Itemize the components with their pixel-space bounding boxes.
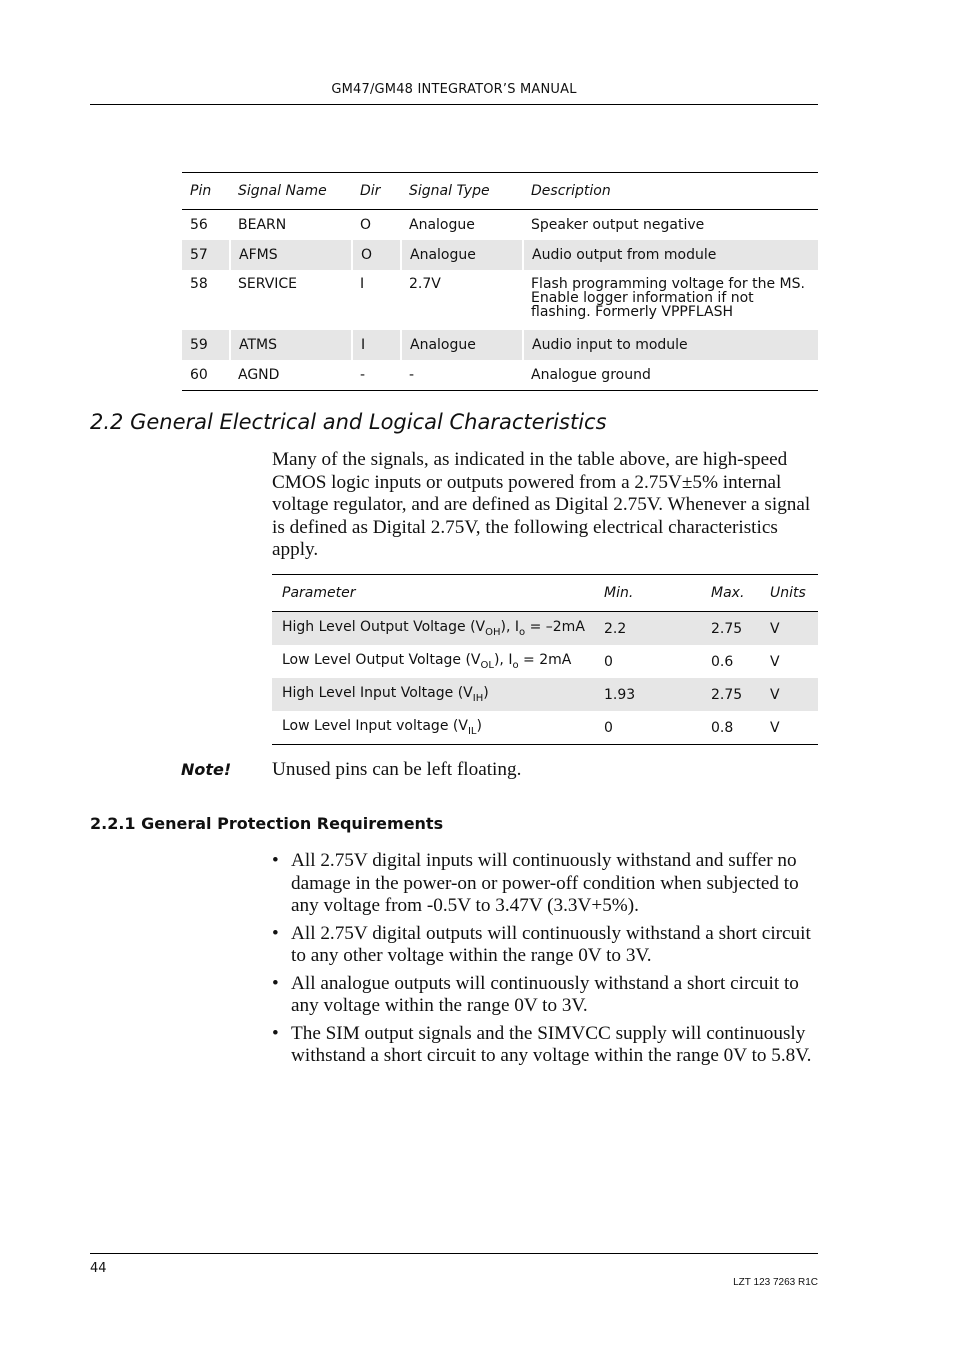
column-header-units: Units <box>760 575 818 612</box>
pin-cell: 59 <box>182 330 230 360</box>
running-header: GM47/GM48 INTEGRATOR’S MANUAL <box>331 82 577 97</box>
list-item-text: All 2.75V digital inputs will continuously withstand and suffer no damage in the power-on or power-off condition when subjected to any voltage from -0.5V to 3.47V (3.3V+5%). <box>291 850 799 916</box>
pin-cell: 58 <box>190 276 208 292</box>
parameter-text: ), I <box>500 619 520 636</box>
description-line: Enable logger information if not <box>531 290 754 306</box>
dir-cell: O <box>352 240 401 270</box>
table-row <box>272 612 818 646</box>
description-cell: Audio input to module <box>523 330 818 360</box>
list-item <box>272 850 824 918</box>
list-item <box>272 1023 824 1068</box>
column-header-parameter: Parameter <box>272 575 594 612</box>
parameter-text: Low Level Input voltage (V <box>282 718 468 735</box>
units-cell: V <box>760 678 818 711</box>
note-text: Unused pins can be left floating. <box>272 759 522 780</box>
parameter-cell <box>272 678 594 711</box>
table-row <box>182 240 818 270</box>
subsection-title: 2.2.1 General Protection Requirements <box>90 814 444 833</box>
dir-cell: I <box>352 330 401 360</box>
subscript: OL <box>480 659 494 671</box>
signal-type-cell: 2.7V <box>409 276 441 292</box>
table-row <box>272 678 818 711</box>
signal-name-cell: SERVICE <box>238 276 298 292</box>
table-row <box>182 360 818 391</box>
document-code: LZT 123 7263 R1C <box>733 1277 818 1288</box>
bullet-icon: • <box>272 1022 279 1044</box>
parameter-cell <box>272 711 594 745</box>
signal-name-cell: ATMS <box>230 330 352 360</box>
subscript: IH <box>472 692 484 704</box>
description-line: flashing. Formerly VPPFLASH <box>531 304 734 320</box>
parameter-table-header-row <box>272 575 818 612</box>
header-rule <box>90 104 818 105</box>
signal-type-cell: - <box>401 360 523 391</box>
footer-rule <box>90 1253 818 1254</box>
units-cell: V <box>770 653 780 670</box>
max-cell: 0.6 <box>711 653 734 670</box>
description-cell <box>523 270 818 330</box>
table-row <box>182 330 818 360</box>
min-cell: 0 <box>594 711 701 745</box>
min-cell: 0 <box>604 653 613 670</box>
list-item-text: All analogue outputs will continuously withstand a short circuit to any voltage within the range 0V to 3V. <box>291 972 799 1016</box>
description-line: Flash programming voltage for the MS. <box>531 276 805 292</box>
parameter-text: = 2mA <box>518 652 572 669</box>
units-cell: V <box>760 711 818 745</box>
column-header-signal-name: Signal Name <box>230 173 352 210</box>
parameter-text: ) <box>476 718 482 735</box>
parameter-cell <box>272 612 594 646</box>
signal-type-cell: Analogue <box>401 330 523 360</box>
list-item <box>272 923 824 968</box>
parameter-text: Low Level Output Voltage (V <box>282 652 481 669</box>
list-item <box>272 973 824 1018</box>
parameter-text: ), I <box>493 652 513 669</box>
column-header-signal-type: Signal Type <box>401 173 523 210</box>
table-row <box>182 210 818 241</box>
column-header-dir: Dir <box>352 173 401 210</box>
signal-name-cell: BEARN <box>238 217 287 233</box>
dir-cell: O <box>360 217 372 233</box>
table-row <box>182 270 818 330</box>
subscript: o <box>519 626 526 638</box>
description-cell: Speaker output negative <box>531 217 705 233</box>
min-cell: 2.2 <box>594 612 701 646</box>
max-cell: 2.75 <box>701 678 760 711</box>
subscript: OH <box>485 626 501 638</box>
signal-type-cell: Analogue <box>409 217 475 233</box>
bullet-icon: • <box>272 922 279 944</box>
protection-requirements-list <box>272 850 824 1073</box>
body-paragraph: Many of the signals, as indicated in the table above, are high-speed CMOS logic inputs or outputs powered from a 2.75V±5% internal voltage regulator, and are defined as Digital 2.75V. Whenever a signal is defined as Digital 2.75V, the following electrical characteristics apply. <box>272 449 811 560</box>
parameter-table <box>272 574 818 745</box>
note-label: Note! <box>181 760 232 779</box>
parameter-text: High Level Output Voltage (V <box>282 619 486 636</box>
max-cell: 0.8 <box>701 711 760 745</box>
description-cell: Analogue ground <box>523 360 818 391</box>
table-row <box>272 645 818 678</box>
dir-cell: I <box>360 276 365 292</box>
dir-cell: - <box>352 360 401 391</box>
column-header-pin: Pin <box>182 173 230 210</box>
bullet-icon: • <box>272 972 279 994</box>
pin-cell: 56 <box>190 217 208 233</box>
list-item-text: All 2.75V digital outputs will continuously withstand a short circuit to any other voltage within the range 0V to 3V. <box>291 922 811 966</box>
pin-cell: 60 <box>182 360 230 391</box>
pin-cell: 57 <box>182 240 230 270</box>
column-header-min: Min. <box>594 575 701 612</box>
pin-table-header-row <box>182 173 818 210</box>
pin-table <box>182 172 818 391</box>
signal-type-cell: Analogue <box>401 240 523 270</box>
parameter-text: = –2mA <box>525 619 585 636</box>
min-cell: 1.93 <box>594 678 701 711</box>
column-header-max: Max. <box>701 575 760 612</box>
column-header-description: Description <box>523 173 818 210</box>
subscript: o <box>512 659 519 671</box>
parameter-text: High Level Input Voltage (V <box>282 685 473 702</box>
parameter-text: ) <box>483 685 489 702</box>
max-cell: 2.75 <box>701 612 760 646</box>
signal-name-cell: AGND <box>230 360 352 391</box>
list-item-text: The SIM output signals and the SIMVCC supply will continuously withstand a short circuit to any voltage within the range 0V to 5.8V. <box>291 1022 812 1066</box>
table-row <box>272 711 818 745</box>
bullet-icon: • <box>272 850 279 871</box>
parameter-cell <box>272 645 594 678</box>
section-title: 2.2 General Electrical and Logical Characteristics <box>90 410 607 434</box>
description-cell: Audio output from module <box>523 240 818 270</box>
signal-name-cell: AFMS <box>230 240 352 270</box>
page-number: 44 <box>90 1261 107 1276</box>
subscript: IL <box>467 725 477 737</box>
units-cell: V <box>760 612 818 646</box>
